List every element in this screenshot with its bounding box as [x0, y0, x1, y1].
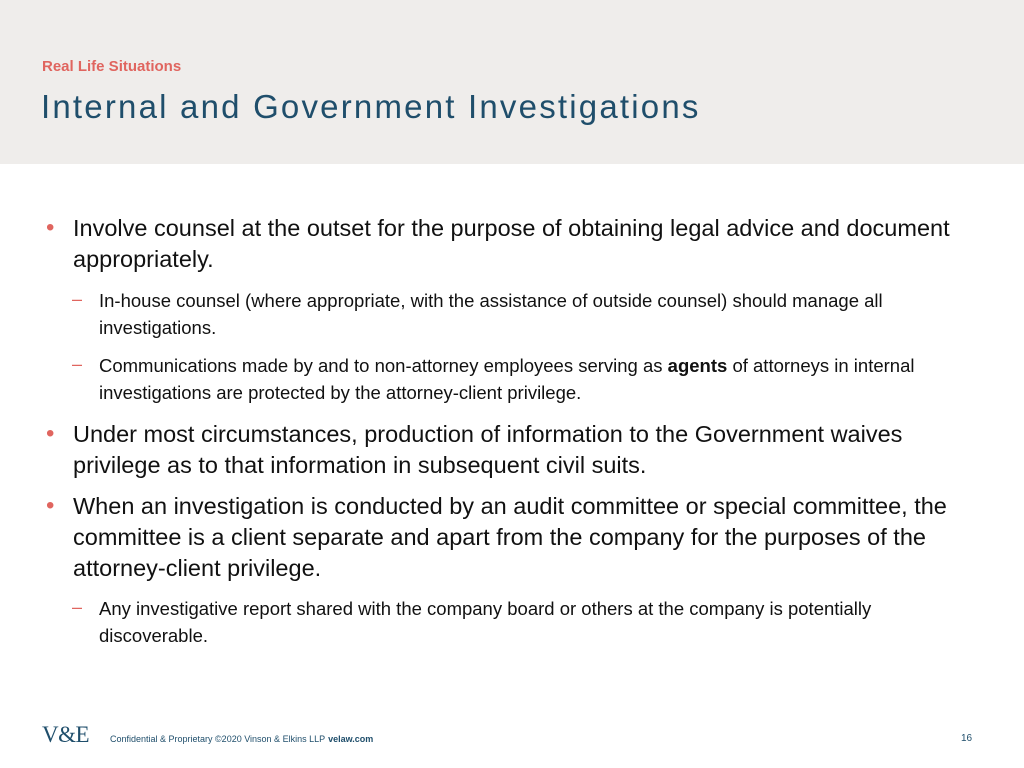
- sub-bullet-item: [72, 352, 979, 406]
- sub-bullet-text: Any investigative report shared with the company board or others at the company is potentially discoverable.: [99, 598, 872, 646]
- bullet-item: [46, 419, 953, 481]
- bullet-item: [46, 491, 953, 584]
- bullet-item: [46, 213, 953, 275]
- sub-bullet-item: [72, 287, 979, 341]
- bullet-text: When an investigation is conducted by an audit committee or special committee, the committee is a client separate and apart from the company for the purposes of the attorney-client privilege.: [73, 493, 947, 581]
- page-number: 16: [961, 733, 973, 744]
- bullet-marker: •: [46, 420, 55, 447]
- slide-title: Internal and Government Investigations: [41, 88, 701, 125]
- ve-logo: V&E: [42, 722, 90, 747]
- dash-marker: –: [72, 354, 83, 374]
- bold-term: agents: [667, 355, 728, 376]
- bullet-marker: •: [46, 214, 55, 241]
- dash-marker: –: [72, 597, 83, 617]
- bullet-marker: •: [46, 492, 55, 519]
- slide-header: [0, 0, 1024, 164]
- sub-bullet-item: [72, 595, 979, 649]
- footer-link[interactable]: velaw.com: [328, 734, 374, 744]
- section-kicker: Real Life Situations: [42, 58, 182, 75]
- sub-bullet-text: In-house counsel (where appropriate, with the assistance of outside counsel) should manage all investigations.: [99, 290, 883, 338]
- footer-confidential: Confidential & Proprietary ©2020 Vinson & Elkins LLP velaw.com: [110, 734, 374, 744]
- sub-bullet-text: Communications made by and to non-attorney employees serving as agents of attorneys in internal investigations are protected by the attorney-client privilege.: [99, 355, 915, 403]
- bullet-text: Under most circumstances, production of information to the Government waives privilege as to that information in subsequent civil suits.: [73, 421, 903, 478]
- bullet-text: Involve counsel at the outset for the purpose of obtaining legal advice and document appropriately.: [73, 215, 950, 272]
- dash-marker: –: [72, 289, 83, 309]
